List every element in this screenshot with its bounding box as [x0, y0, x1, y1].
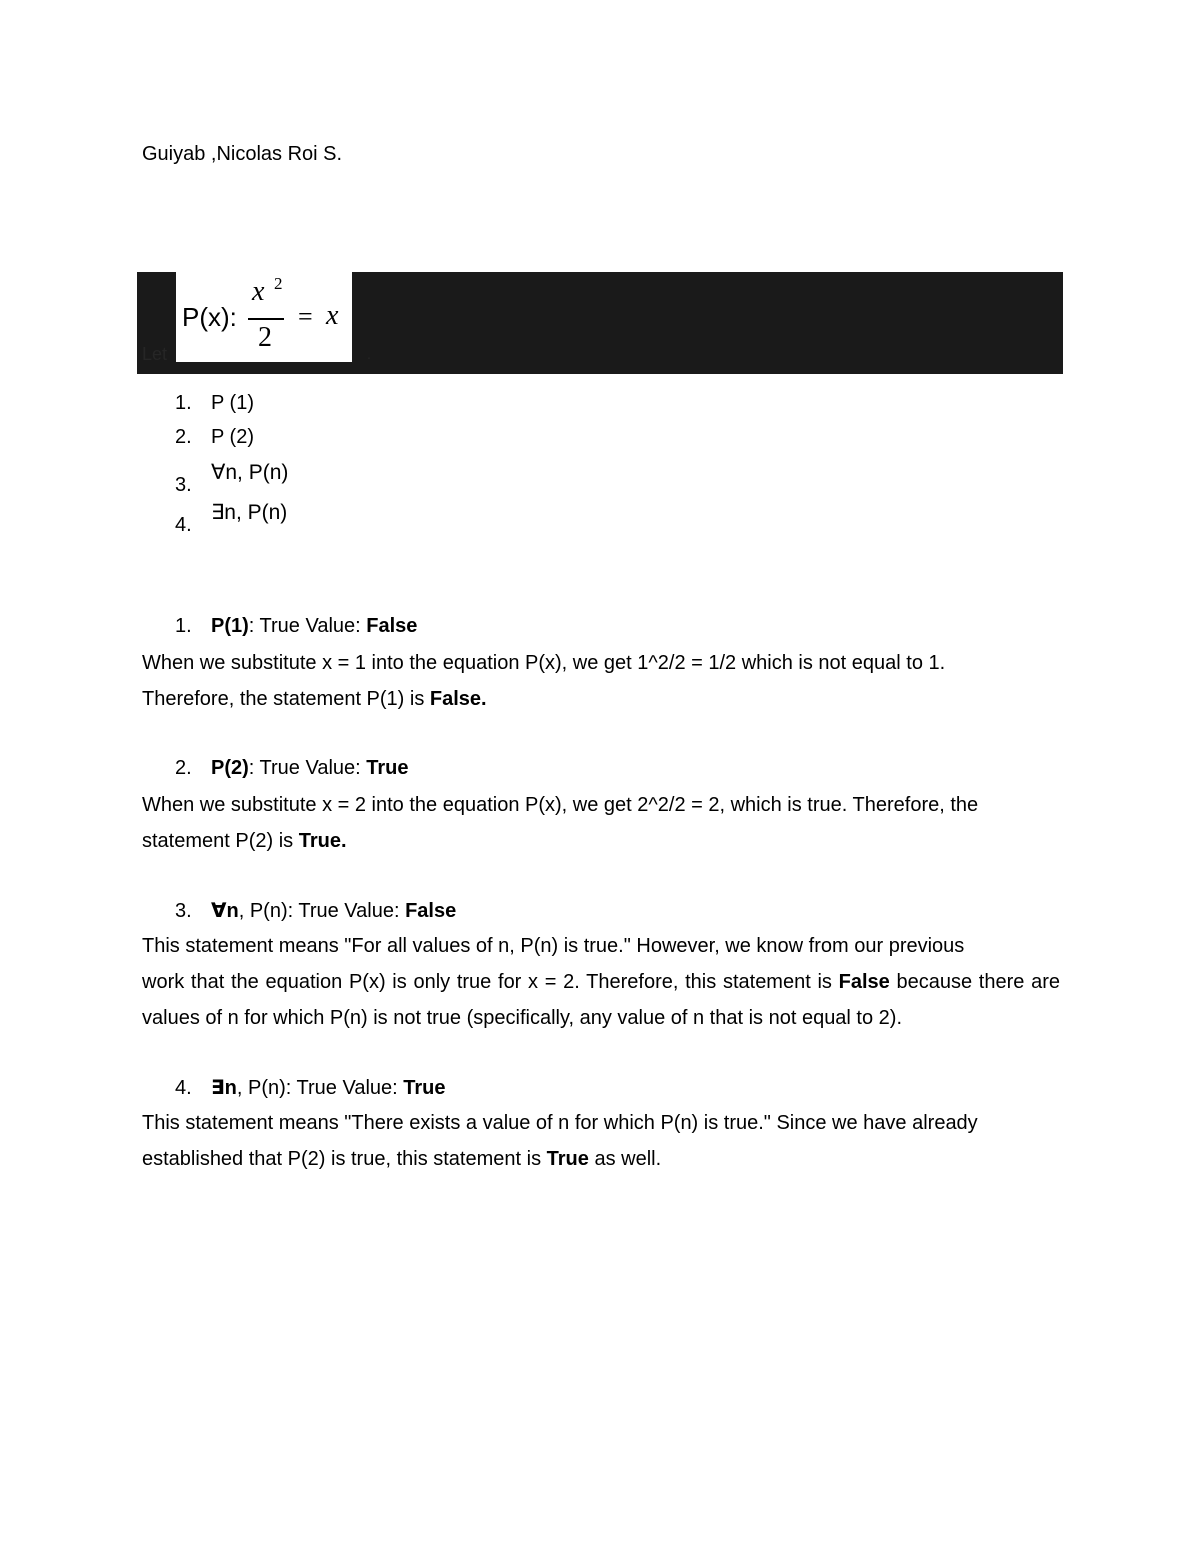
banner-trailing-dot: .	[367, 346, 371, 362]
answer-subject: ∀n	[211, 900, 239, 922]
answer-explanation	[142, 1105, 1060, 1177]
question-number: 4.	[175, 514, 192, 536]
answer-number: 1.	[175, 615, 192, 637]
answer-explanation	[142, 787, 1060, 859]
answer-heading	[175, 615, 417, 638]
formula-denominator: 2	[258, 322, 272, 353]
fraction-bar	[248, 318, 284, 320]
explanation-line: When we substitute x = 1 into the equation P(x), we get 1^2/2 = 1/2 which is not equal to 1.	[142, 652, 946, 674]
formula-rhs: x	[326, 300, 339, 331]
answer-explanation	[142, 928, 1060, 1036]
question-text: ∀n, P(n)	[211, 461, 289, 484]
question-text: P (1)	[211, 392, 254, 414]
explanation-bold: False.	[429, 688, 487, 710]
explanation-tail: because there are values of n for which P(n) is not true (specifically, any value of n that is not equal to 2).	[142, 971, 1060, 1029]
question-number: 3.	[175, 474, 192, 496]
answer-value: False	[366, 615, 418, 637]
question-item	[175, 426, 254, 449]
formula-equals: =	[298, 302, 313, 331]
author-name: Guiyab ,Nicolas Roi S.	[142, 143, 343, 165]
explanation-line: This statement means "For all values of n, P(n) is true." However, we know from our previous	[142, 935, 965, 957]
explanation-text: work that the equation P(x) is only true for x = 2. Therefore, this statement is	[142, 971, 839, 993]
answer-value: True	[366, 757, 409, 779]
answer-value: False	[405, 900, 457, 922]
formula-exponent: 2	[274, 274, 283, 293]
formula-banner	[137, 272, 1063, 374]
explanation-line: This statement means "There exists a value of n for which P(n) is true." Since we have already	[142, 1112, 978, 1134]
question-text: P (2)	[211, 426, 254, 448]
answer-label: : True Value:	[248, 757, 367, 779]
answer-subject: P(2)	[211, 757, 249, 779]
explanation-tail: as well.	[588, 1148, 662, 1170]
answer-label: , P(n): True Value:	[238, 900, 406, 922]
explanation-bold: True.	[298, 830, 347, 852]
answer-subject: ∃n	[211, 1077, 237, 1099]
answer-heading	[175, 757, 409, 780]
answer-number: 3.	[175, 900, 192, 922]
question-number: 2.	[175, 426, 192, 448]
explanation-line: When we substitute x = 2 into the equation P(x), we get 2^2/2 = 2, which is true. Therefore, the	[142, 794, 979, 816]
explanation-text: Therefore, the statement P(1) is	[142, 688, 430, 710]
answer-label: , P(n): True Value:	[236, 1077, 404, 1099]
answer-explanation	[142, 645, 1060, 717]
answer-value: True	[403, 1077, 446, 1099]
banner-let-label: Let	[142, 344, 168, 364]
question-item	[175, 461, 289, 497]
explanation-bold: False	[838, 971, 890, 993]
answer-heading	[175, 898, 456, 923]
question-item	[175, 392, 254, 415]
question-number: 1.	[175, 392, 192, 414]
answer-label: : True Value:	[248, 615, 367, 637]
explanation-text: statement P(2) is	[142, 830, 299, 852]
answer-heading	[175, 1075, 446, 1100]
question-item	[175, 501, 288, 537]
explanation-bold: True	[546, 1148, 589, 1170]
formula-image	[176, 272, 352, 362]
answer-number: 4.	[175, 1077, 192, 1099]
formula-lhs: P(x):	[182, 302, 237, 332]
formula-numerator: x	[252, 276, 265, 307]
answer-number: 2.	[175, 757, 192, 779]
explanation-text: established that P(2) is true, this statement is	[142, 1148, 547, 1170]
answer-subject: P(1)	[211, 615, 249, 637]
question-text: ∃n, P(n)	[211, 501, 288, 524]
